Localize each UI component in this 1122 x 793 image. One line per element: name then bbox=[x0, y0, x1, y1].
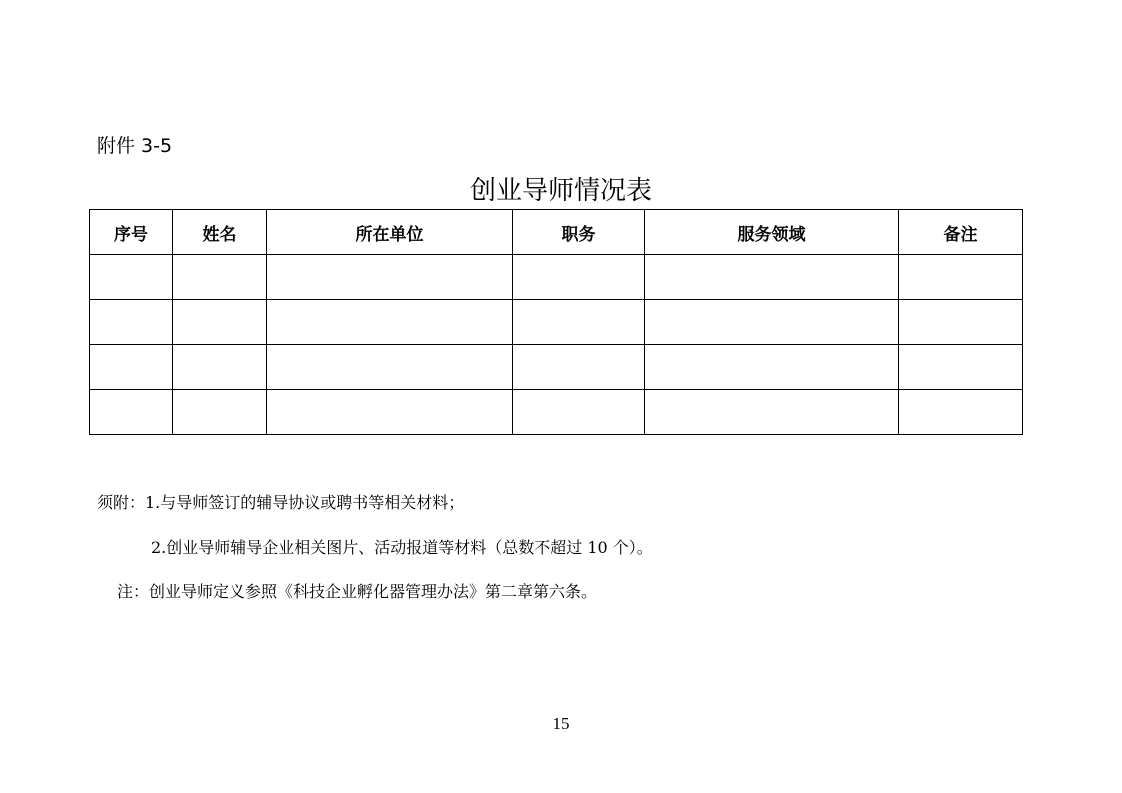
table-cell bbox=[173, 345, 267, 390]
table-cell bbox=[173, 255, 267, 300]
header-name: 姓名 bbox=[173, 210, 267, 255]
table-cell bbox=[267, 255, 513, 300]
table-cell bbox=[90, 345, 173, 390]
table-cell bbox=[90, 255, 173, 300]
header-organization: 所在单位 bbox=[267, 210, 513, 255]
table-cell bbox=[899, 255, 1023, 300]
mentor-table bbox=[89, 209, 1023, 435]
document-title: 创业导师情况表 bbox=[469, 176, 652, 206]
table-cell bbox=[645, 255, 899, 300]
table-cell bbox=[173, 390, 267, 435]
table-cell bbox=[899, 300, 1023, 345]
table-cell bbox=[90, 390, 173, 435]
table-row bbox=[90, 345, 1023, 390]
table-cell bbox=[899, 390, 1023, 435]
header-service-field: 服务领域 bbox=[645, 210, 899, 255]
table-cell bbox=[645, 345, 899, 390]
table-cell bbox=[90, 300, 173, 345]
table-cell bbox=[513, 300, 645, 345]
table-cell bbox=[645, 390, 899, 435]
table-cell bbox=[267, 345, 513, 390]
header-index: 序号 bbox=[90, 210, 173, 255]
table-cell bbox=[267, 390, 513, 435]
note-line-2: 2.创业导师辅导企业相关图片、活动报道等材料（总数不超过 10 个）。 bbox=[151, 538, 653, 557]
table-row bbox=[90, 300, 1023, 345]
table-cell bbox=[645, 300, 899, 345]
table-cell bbox=[267, 300, 513, 345]
note-line-1: 须附：1.与导师签订的辅导协议或聘书等相关材料； bbox=[97, 493, 465, 512]
header-remarks: 备注 bbox=[899, 210, 1023, 255]
table-header-row bbox=[90, 210, 1023, 255]
attachment-label: 附件 3-5 bbox=[97, 135, 173, 157]
table-cell bbox=[513, 390, 645, 435]
table-cell bbox=[899, 345, 1023, 390]
page-number: 15 bbox=[552, 714, 570, 733]
table-cell bbox=[513, 255, 645, 300]
table-row bbox=[90, 390, 1023, 435]
table-cell bbox=[513, 345, 645, 390]
table-cell bbox=[173, 300, 267, 345]
note-line-3: 注：创业导师定义参照《科技企业孵化器管理办法》第二章第六条。 bbox=[117, 582, 598, 601]
table-row bbox=[90, 255, 1023, 300]
header-position: 职务 bbox=[513, 210, 645, 255]
